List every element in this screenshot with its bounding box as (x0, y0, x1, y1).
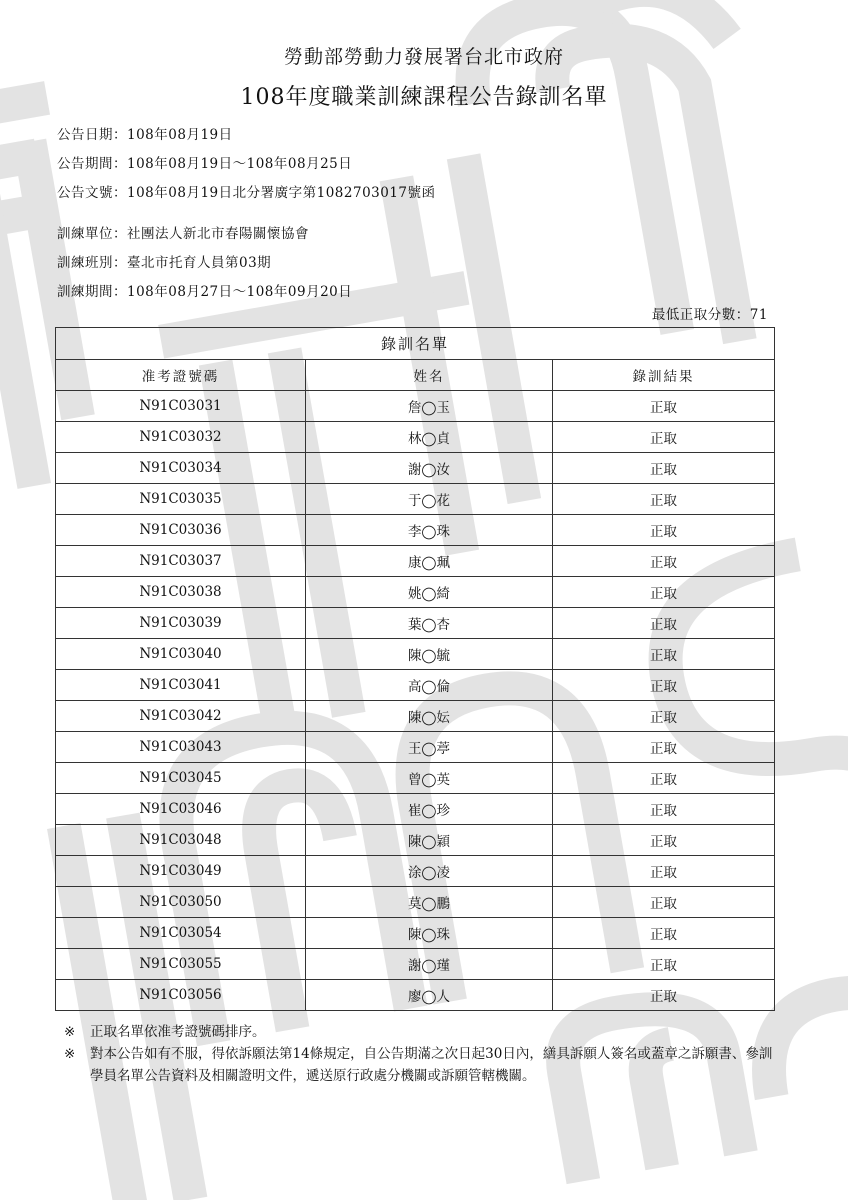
name-cell: 李◯珠 (306, 515, 553, 546)
table-row (56, 639, 775, 670)
announcement-date-label: 公告日期： (57, 127, 127, 143)
result-cell: 正取 (553, 732, 775, 763)
training-unit (57, 222, 309, 242)
table-row (56, 515, 775, 546)
doc-number-label: 公告文號： (57, 185, 127, 201)
result-cell: 正取 (553, 887, 775, 918)
exam-number-cell: N91C03038 (56, 577, 306, 608)
announcement-doc-number (57, 181, 436, 201)
name-cell: 謝◯瑾 (306, 949, 553, 980)
doc-number-value: 108年08月19日北分署廣字第1082703017號函 (127, 185, 436, 201)
name-cell: 姚◯綺 (306, 577, 553, 608)
exam-number-cell: N91C03034 (56, 453, 306, 484)
note-item (64, 1021, 784, 1043)
exam-number-cell: N91C03055 (56, 949, 306, 980)
exam-number-cell: N91C03037 (56, 546, 306, 577)
column-header-name: 姓名 (306, 360, 553, 391)
name-cell: 葉◯杏 (306, 608, 553, 639)
training-class-label: 訓練班別： (57, 255, 127, 271)
reference-mark: ※ (64, 1024, 76, 1040)
name-cell: 詹◯玉 (306, 391, 553, 422)
table-row (56, 701, 775, 732)
exam-number-cell: N91C03035 (56, 484, 306, 515)
announcement-period-label: 公告期間： (57, 156, 127, 172)
name-cell: 陳◯珠 (306, 918, 553, 949)
table-row (56, 825, 775, 856)
table-row (56, 608, 775, 639)
table-row (56, 980, 775, 1011)
admission-table (55, 327, 775, 1011)
exam-number-cell: N91C03036 (56, 515, 306, 546)
exam-number-cell: N91C03054 (56, 918, 306, 949)
column-header-result: 錄訓結果 (553, 360, 775, 391)
table-caption: 錄訓名單 (56, 328, 775, 360)
name-cell: 曾◯英 (306, 763, 553, 794)
exam-number-cell: N91C03056 (56, 980, 306, 1011)
result-cell: 正取 (553, 701, 775, 732)
exam-number-cell: N91C03039 (56, 608, 306, 639)
training-unit-value: 社團法人新北市春陽關懷協會 (127, 226, 309, 242)
announcement-period-value: 108年08月19日～108年08月25日 (127, 156, 353, 172)
table-row (56, 391, 775, 422)
exam-number-cell: N91C03043 (56, 732, 306, 763)
exam-number-cell: N91C03049 (56, 856, 306, 887)
name-cell: 于◯花 (306, 484, 553, 515)
result-cell: 正取 (553, 515, 775, 546)
exam-number-cell: N91C03048 (56, 825, 306, 856)
result-cell: 正取 (553, 422, 775, 453)
note-item (64, 1043, 784, 1087)
column-header-exam-number: 准考證號碼 (56, 360, 306, 391)
result-cell: 正取 (553, 670, 775, 701)
exam-number-cell: N91C03040 (56, 639, 306, 670)
name-cell: 康◯珮 (306, 546, 553, 577)
name-cell: 謝◯汝 (306, 453, 553, 484)
name-cell: 崔◯珍 (306, 794, 553, 825)
training-unit-label: 訓練單位： (57, 226, 127, 242)
table-row (56, 794, 775, 825)
reference-mark: ※ (64, 1046, 76, 1062)
result-cell: 正取 (553, 980, 775, 1011)
result-cell: 正取 (553, 763, 775, 794)
table-row (56, 732, 775, 763)
table-row (56, 453, 775, 484)
name-cell: 涂◯凌 (306, 856, 553, 887)
note-text: 正取名單依准考證號碼排序。 (90, 1024, 266, 1040)
training-class-value: 臺北市托育人員第03期 (127, 255, 272, 271)
announcement-date (57, 123, 233, 143)
name-cell: 廖◯人 (306, 980, 553, 1011)
agency-name: 勞動部勞動力發展署台北市政府 (283, 46, 564, 68)
name-cell: 陳◯穎 (306, 825, 553, 856)
training-class (57, 251, 271, 271)
training-period-label: 訓練期間： (57, 284, 127, 300)
result-cell: 正取 (553, 546, 775, 577)
note-text: 對本公告如有不服，得依訴願法第14條規定，自公告期滿之次日起30日內，繕具訴願人簽名或蓋章之訴願書、參訓學員名單公告資料及相關證明文件，遞送原行政處分機關或訴願管轄機關。 (90, 1046, 773, 1084)
training-period (57, 280, 352, 300)
table-row (56, 546, 775, 577)
result-cell: 正取 (553, 825, 775, 856)
name-cell: 王◯葶 (306, 732, 553, 763)
announcement-date-value: 108年08月19日 (127, 127, 233, 143)
name-cell: 林◯貞 (306, 422, 553, 453)
table-row (56, 856, 775, 887)
result-cell: 正取 (553, 918, 775, 949)
table-row (56, 949, 775, 980)
exam-number-cell: N91C03031 (56, 391, 306, 422)
exam-number-cell: N91C03032 (56, 422, 306, 453)
name-cell: 陳◯毓 (306, 639, 553, 670)
result-cell: 正取 (553, 639, 775, 670)
result-cell: 正取 (553, 856, 775, 887)
table-body (56, 391, 775, 1011)
table-row (56, 484, 775, 515)
table-row (56, 422, 775, 453)
document-title: 108年度職業訓練課程公告錄訓名單 (240, 85, 608, 110)
table-row (56, 670, 775, 701)
training-period-value: 108年08月27日～108年09月20日 (127, 284, 353, 300)
minimum-score: 最低正取分數：71 (651, 307, 768, 323)
exam-number-cell: N91C03050 (56, 887, 306, 918)
result-cell: 正取 (553, 794, 775, 825)
announcement-period (57, 152, 352, 172)
table-row (56, 887, 775, 918)
table-row (56, 577, 775, 608)
result-cell: 正取 (553, 484, 775, 515)
name-cell: 莫◯鵬 (306, 887, 553, 918)
exam-number-cell: N91C03042 (56, 701, 306, 732)
result-cell: 正取 (553, 949, 775, 980)
name-cell: 高◯倫 (306, 670, 553, 701)
result-cell: 正取 (553, 453, 775, 484)
table-row (56, 918, 775, 949)
name-cell: 陳◯妘 (306, 701, 553, 732)
result-cell: 正取 (553, 391, 775, 422)
exam-number-cell: N91C03041 (56, 670, 306, 701)
table-row (56, 763, 775, 794)
exam-number-cell: N91C03045 (56, 763, 306, 794)
exam-number-cell: N91C03046 (56, 794, 306, 825)
result-cell: 正取 (553, 577, 775, 608)
table-header-row (56, 360, 775, 391)
result-cell: 正取 (553, 608, 775, 639)
notes-section (64, 1021, 784, 1087)
